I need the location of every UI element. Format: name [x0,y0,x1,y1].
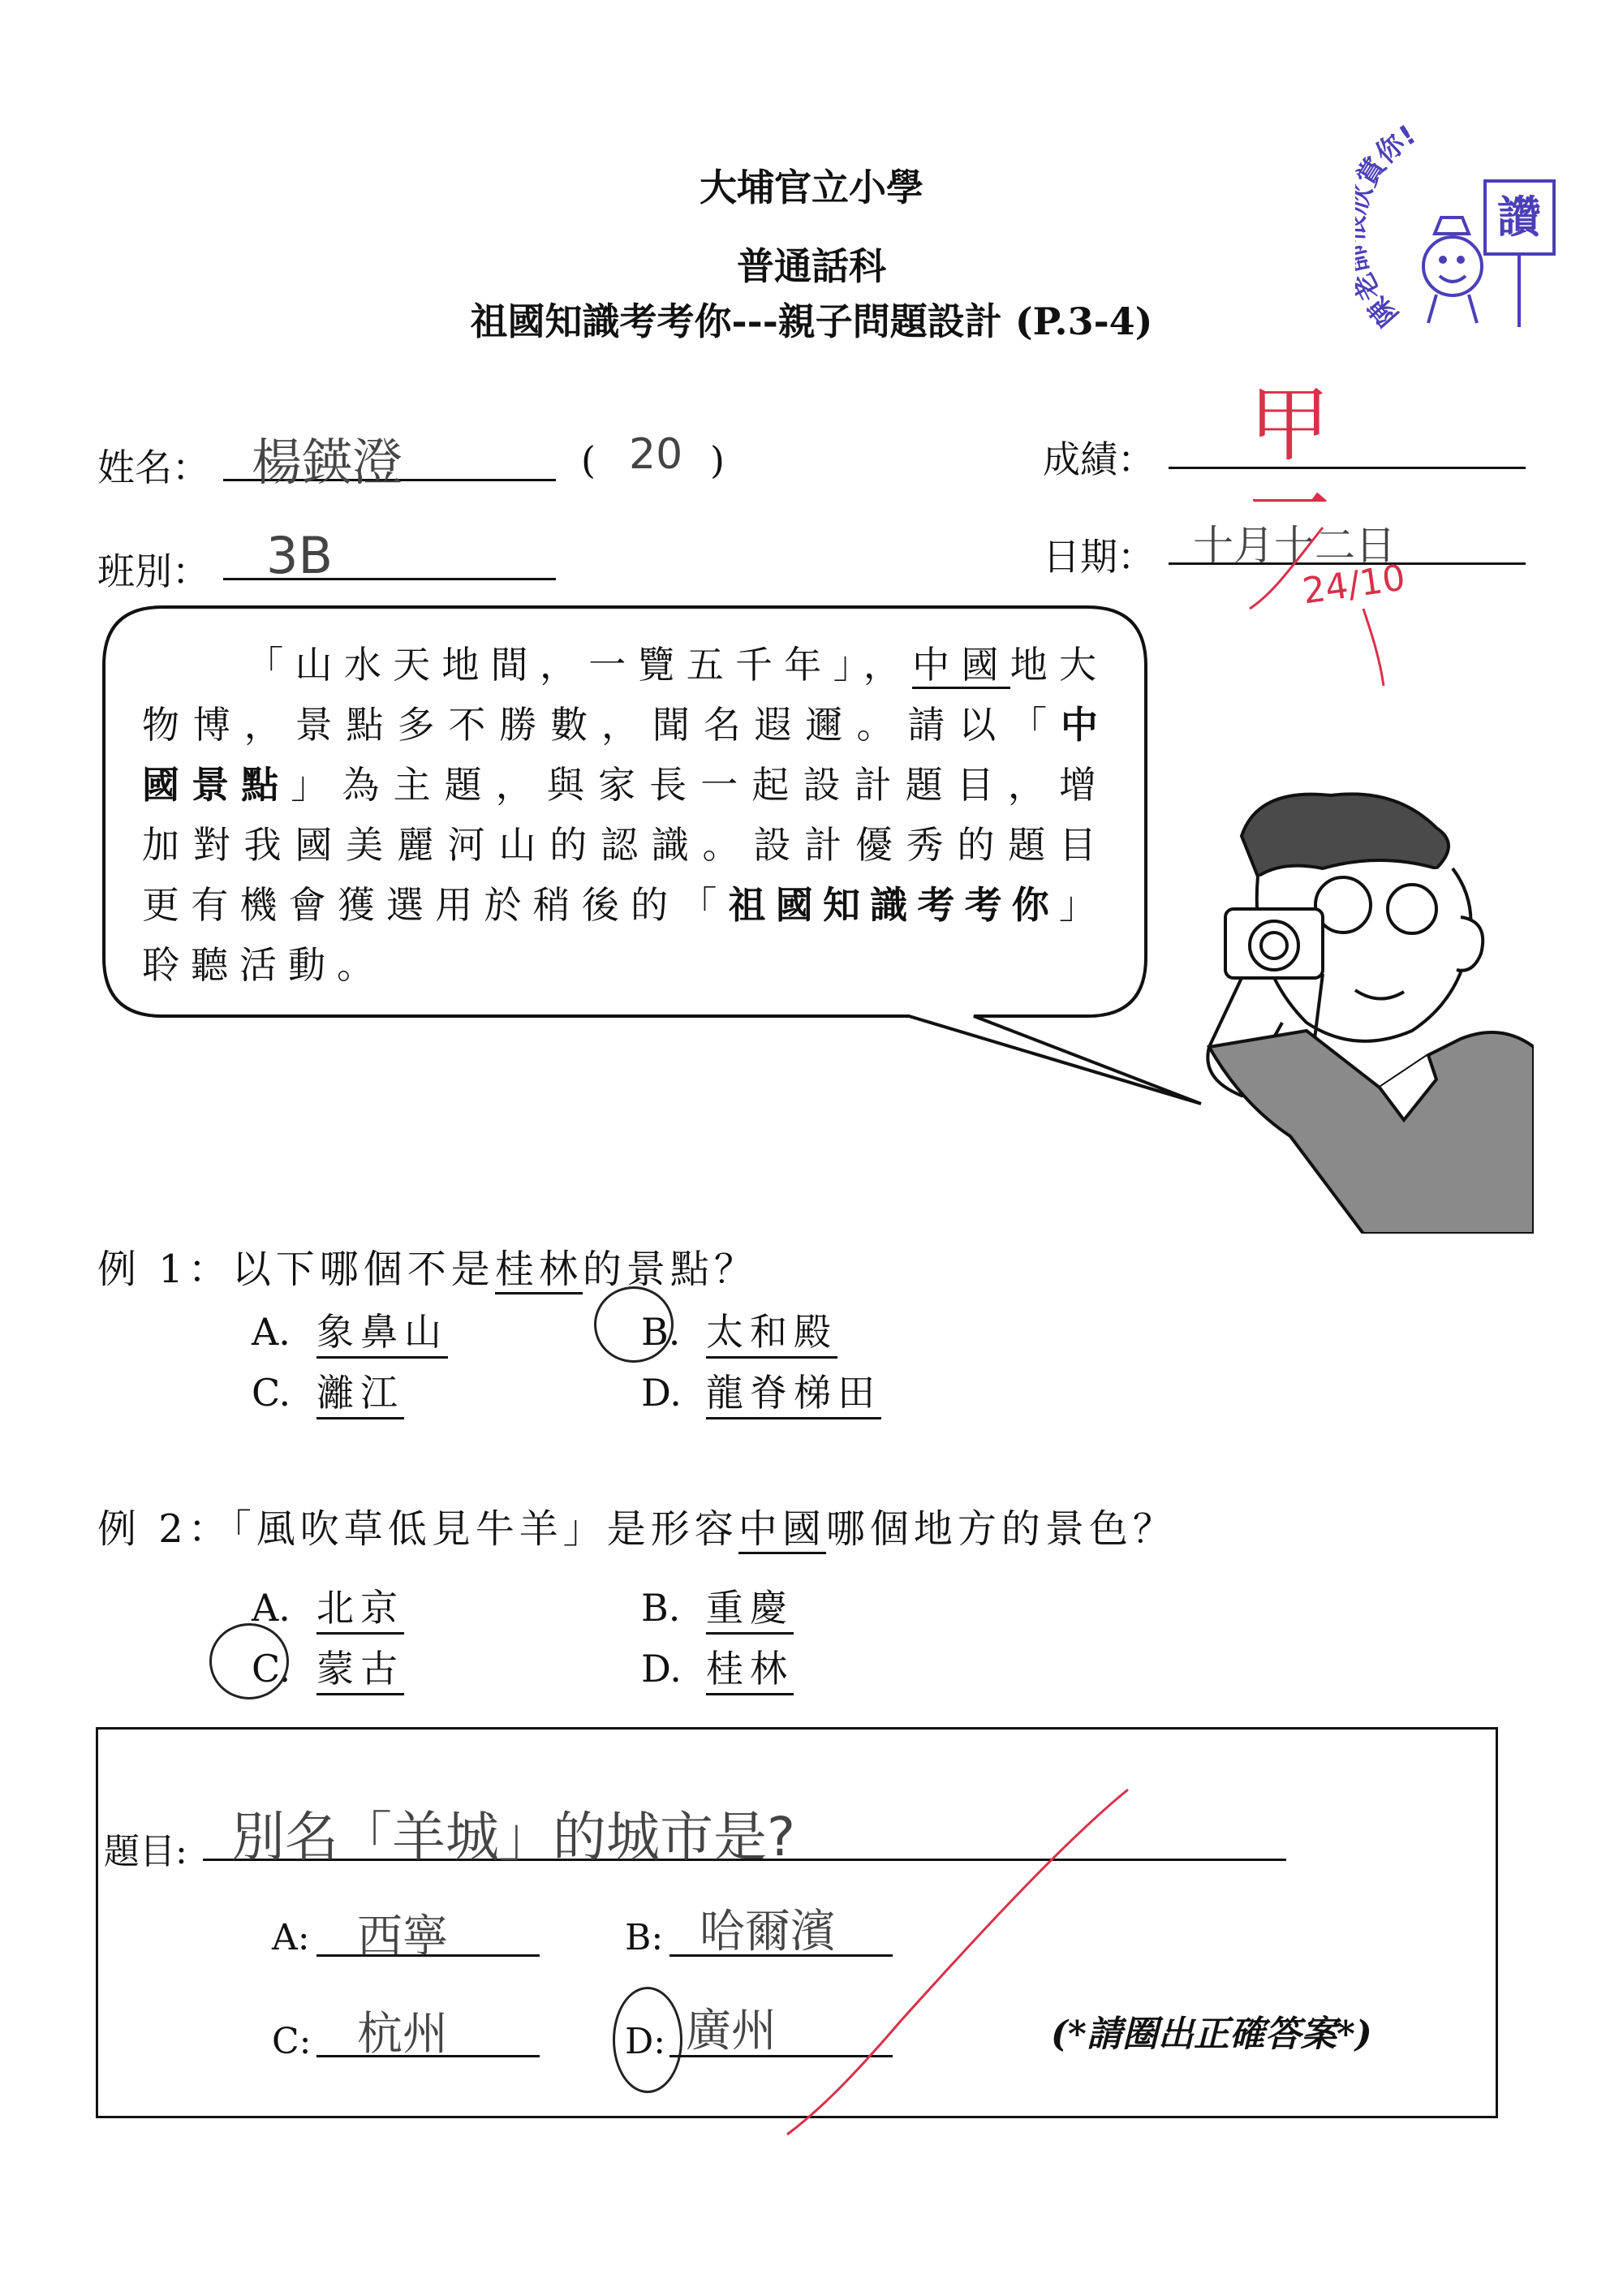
school-name: 大埔官立小學 [700,166,923,209]
teacher-date-mark: 24/10 [1300,557,1408,613]
answer-d-circle [613,1987,682,2093]
answer-d-value: 廣州 [686,2005,777,2057]
example1-prefix: 例 1：以下哪個不是 [97,1247,495,1292]
example1-option-a [252,1303,448,1359]
svg-text:陳老師很欣賞你! [1355,120,1422,332]
photographer-illustration [1193,779,1534,1234]
example2-suffix: 哪個地方的景色？ [825,1506,1177,1552]
class-no-value: 20 [629,430,683,479]
example1-underlined: 桂林 [495,1247,583,1294]
teacher-red-stroke [1242,519,1404,698]
option-letter: D. [641,1647,682,1691]
option-text: 重慶 [706,1579,794,1635]
example2-option-d [641,1639,794,1695]
example1-answer-circle [594,1286,674,1363]
example2-option-a [252,1579,404,1635]
option-letter: A. [252,1586,291,1630]
option-text: 桂林 [706,1639,794,1695]
bubble-line1-post: 地大物博，景點多不勝數，聞名遐邇。請以「 [142,643,1109,747]
stamp-badge: 讚 [1497,192,1541,243]
class-no-open: ( [581,438,596,482]
date-value: 十月十二日 [1193,522,1396,569]
example2-prefix: 例 2：「風吹草低見牛羊」是形容 [97,1506,738,1552]
option-letter: B. [641,1586,681,1630]
praise-stamp [1355,120,1566,347]
class-no-close: ) [710,438,725,482]
circle-answer-note: (*請圈出正確答案*) [1051,2014,1372,2055]
teacher-check-mark [771,1786,1144,2143]
bubble-line1-pre: 「山水天地間，一覽五千年」， [246,643,913,687]
bubble-bold-activity: 祖國知識考考你 [728,883,1060,927]
example2-question [97,1497,1177,1553]
subject-title: 普通話科 [737,244,886,288]
bubble-end: 」聆聽活動。 [142,883,1109,987]
example2-underlined: 中國 [738,1506,826,1554]
class-label: 班別： [97,549,209,593]
option-text: 蒙古 [316,1639,404,1695]
question-label: 題目: [104,1831,187,1872]
answer-d-letter: D: [625,2021,666,2062]
example2-option-b [641,1579,794,1635]
bubble-bold-theme: 中國景點 [142,703,1108,807]
example1-option-c [252,1363,404,1419]
option-letter: A. [252,1310,291,1354]
stamp-text: 陳 你! [1362,120,1422,333]
worksheet-title: 祖國知識考考你---親子問題設計 (P.3-4) [470,299,1153,343]
option-letter: B. [641,1310,681,1354]
answer-b-value: 哈爾濱 [700,1906,836,1958]
option-text: 灕江 [316,1363,404,1419]
option-text: 象鼻山 [316,1303,448,1359]
grade-label: 成績： [1043,437,1155,481]
option-text: 龍脊梯田 [706,1363,881,1419]
bubble-china-underlined: 中國 [912,643,1010,689]
answer-c-value: 杭州 [357,2008,448,2061]
option-text: 北京 [316,1579,404,1635]
name-value: 楊鍈澄 [252,433,403,492]
date-label: 日期： [1043,535,1155,579]
example1-option-d [641,1363,881,1419]
answer-b-letter: B: [625,1917,664,1958]
example1-suffix: 的景點？ [582,1247,758,1292]
name-label: 姓名： [97,446,209,489]
example1-question [97,1238,758,1294]
grade-line [1169,467,1526,469]
option-letter: D. [641,1371,682,1415]
option-letter: C. [252,1371,291,1415]
grade-value: 甲一 [1235,381,1330,544]
bubble-instructions [142,635,1108,995]
bubble-mid: 」為主題，與家長一起設計題目，增加對我國美麗河山的認識。設計優秀的題目更有機會獲選用於稍後的「 [142,763,1109,927]
class-value: 3B [266,526,333,585]
question-value: 別名「羊城」的城市是? [231,1806,796,1868]
example2-answer-circle [209,1623,289,1699]
answer-a-value: 西寧 [357,1910,448,1963]
answer-a-letter: A: [272,1917,310,1958]
answer-c-letter: C: [272,2021,312,2062]
option-text: 太和殿 [706,1303,837,1359]
option-letter: C. [252,1647,291,1691]
